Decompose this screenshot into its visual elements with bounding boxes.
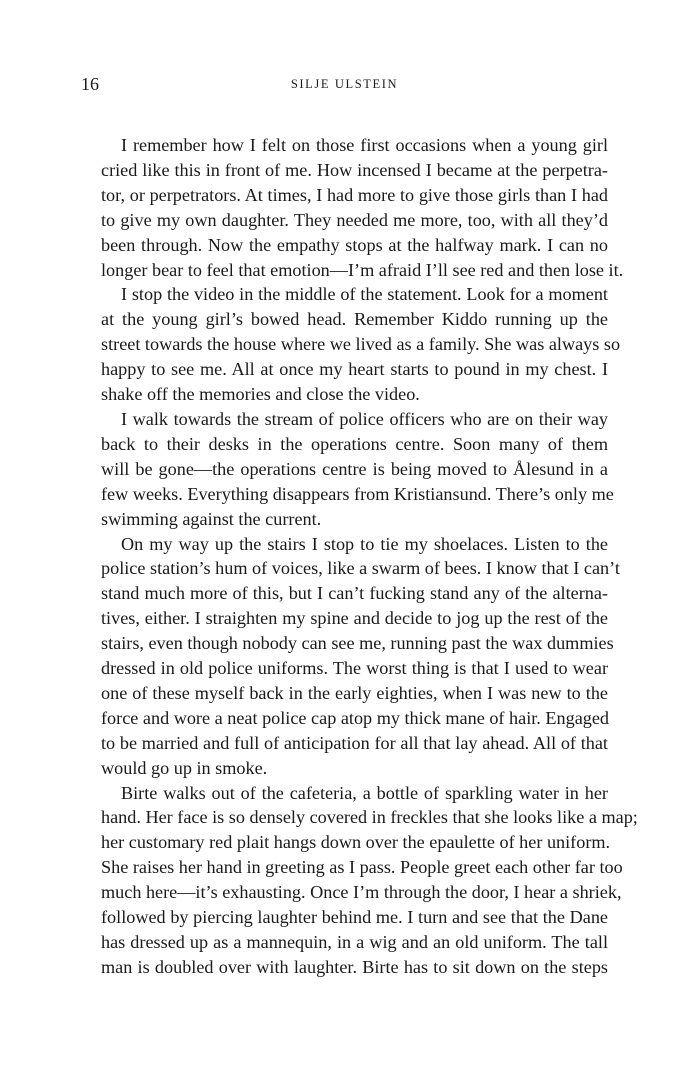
text-line: back to their desks in the operations centre. Soon many of them: [101, 433, 608, 454]
text-line: tives, either. I straighten my spine and decide to jog up the rest of the: [101, 608, 608, 629]
text-line: Birte walks out of the cafeteria, a bottle of sparkling water in her: [121, 782, 608, 803]
paragraph: [81, 282, 621, 407]
text-line: has dressed up as a mannequin, in a wig and an old uniform. The tall: [101, 932, 608, 952]
page-number: 16: [81, 74, 99, 94]
text-line: man is doubled over with laughter. Birte has to sit down on the steps: [101, 956, 608, 977]
paragraph: [81, 133, 624, 282]
text-line: to be married and full of anticipation for all that lay ahead. All of that: [101, 732, 608, 753]
text-line: cried like this in front of me. How incensed I became at the perpetra-: [101, 159, 608, 180]
text-line: happy to see me. All at once my heart starts to pound in my chest. I: [101, 359, 608, 380]
text-line: at the young girl’s bowed head. Remember Kiddo running up the: [101, 309, 608, 330]
text-line: shake off the memories and close the video.: [101, 384, 420, 405]
paragraph: [81, 781, 638, 980]
text-line: swimming against the current.: [101, 508, 322, 529]
text-line: few weeks. Everything disappears from Kristiansund. There’s only me: [101, 483, 614, 504]
text-line: I remember how I felt on those first occasions when a young girl: [121, 135, 608, 155]
running-head-author: SILJE ULSTEIN: [290, 77, 399, 91]
text-line: been through. Now the empathy stops at the halfway mark. I can no: [101, 234, 608, 255]
text-line: force and wore a neat police cap atop my thick mane of hair. Engaged: [101, 707, 610, 728]
text-line: She raises her hand in greeting as I pass. People greet each other far too: [101, 857, 623, 878]
text-line: her customary red plait hangs down over the epaulette of her uniform.: [101, 832, 611, 853]
body-text: [81, 133, 638, 980]
text-line: stand much more of this, but I can’t fucking stand any of the alterna-: [101, 583, 608, 604]
text-line: followed by piercing laughter behind me. I turn and see that the Dane: [101, 907, 608, 928]
text-line: stairs, even though nobody can see me, running past the wax dummies: [101, 633, 614, 654]
paragraph: [81, 532, 620, 781]
text-line: one of these myself back in the early eighties, when I was new to the: [101, 682, 608, 703]
text-line: police station’s hum of voices, like a swarm of bees. I know that I can’t: [101, 558, 620, 579]
text-line: would go up in smoke.: [101, 757, 268, 778]
text-line: longer bear to feel that emotion—I’m afraid I’ll see red and then lose it.: [101, 259, 624, 280]
text-line: On my way up the stairs I stop to tie my shoelaces. Listen to the: [121, 533, 608, 554]
paragraph: [81, 407, 614, 532]
text-line: tor, or perpetrators. At times, I had more to give those girls than I had: [101, 184, 608, 205]
text-line: I walk towards the stream of police officers who are on their way: [121, 408, 608, 429]
text-line: hand. Her face is so densely covered in freckles that she looks like a map;: [101, 807, 638, 828]
text-line: to give my own daughter. They needed me more, too, with all they’d: [101, 209, 608, 230]
text-line: will be gone—the operations centre is being moved to Ålesund in a: [101, 458, 608, 479]
text-line: much here—it’s exhausting. Once I’m through the door, I hear a shriek,: [101, 882, 622, 903]
text-line: street towards the house where we lived as a family. She was always so: [101, 334, 621, 355]
text-line: I stop the video in the middle of the statement. Look for a moment: [121, 284, 608, 305]
text-line: dressed in old police uniforms. The worst thing is that I used to wear: [101, 658, 608, 679]
page-header: [81, 72, 608, 96]
